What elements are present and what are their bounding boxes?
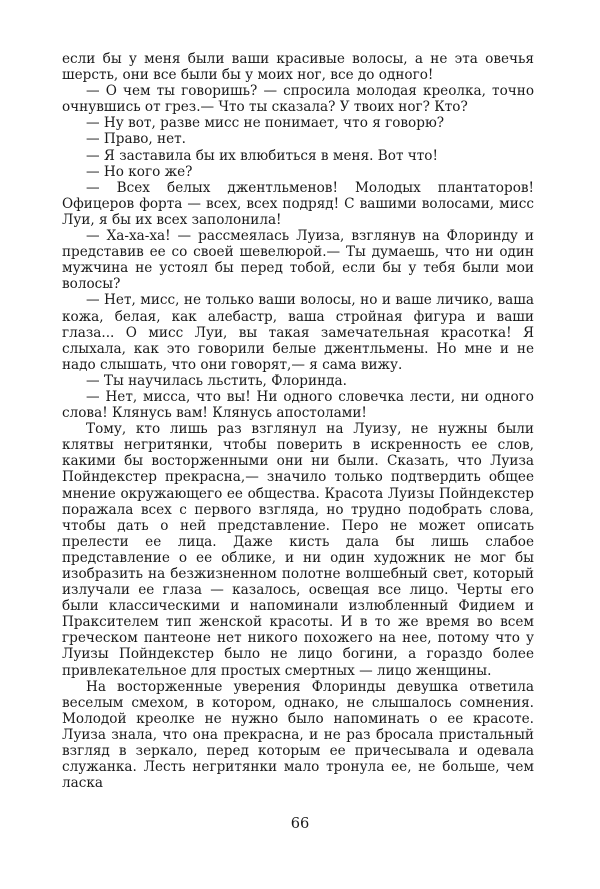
paragraph-dialogue: — Право, нет. [86, 131, 187, 148]
paragraph-dialogue: — Ха-ха-ха! — рассмеялась Луиза, взглянув на Флоринду и представив ее со своей шевелюрой.— Ты думаешь, что ни один мужчина не устоял бы перед тобой, если бы у тебя были мои волосы? [62, 228, 534, 293]
paragraph-dialogue: — Всех белых джентльменов! Молодых плантаторов! Офицеров форта — всех, всех подряд! С вашими волосами, мисс Луи, я бы их всех заполонила! [62, 179, 534, 228]
paragraph-dialogue: — Нет, мисс, не только ваши волосы, но и ваше личико, ваша кожа, белая, как алебастр, ваша стройная фигура и ваши глаза... О мисс Луи, вы такая замечательная красотка! Я слыхала, как это говорили белые джентльмены. Но мне и не надо слышать, что они говорят,— я сама вижу. [62, 292, 534, 373]
paragraph-narrative: Тому, кто лишь раз взглянул на Луизу, не нужны были клятвы негритянки, чтобы поверить в искренность ее слов, какими бы восторженными они ни были. Сказать, что Луиза Пойндекстер прекрасна,— значило только подтвердить общее мнение окружающего ее общества. Красота Луизы Пойндекстер поражала всех с первого взгляда, но трудно подобрать слова, чтобы дать о ней представление. Перо не может описать прелести ее лица. Даже кисть дала бы лишь слабое представление о ее облике, и ни один художник не мог бы изобразить на безжизненном полотне волшебный свет, который излучали ее глаза — казалось, освещая все лицо. Черты его были классическими и напоминали излюбленный Фидием и Праксителем тип женской красоты. И в то же время во всем греческом пантеоне нет никого похожего на нее, потому что у Луизы Пойндекстер было не лицо богини, а гораздо более привлекательное для простых смертных — лицо женщины. [62, 421, 534, 679]
paragraph-dialogue: — Я заставила бы их влюбиться в меня. Вот что! [86, 147, 438, 164]
page-number: 66 [290, 815, 310, 832]
paragraph-dialogue: — Нет, мисса, что вы! Ни одного словечка лести, ни одного слова! Клянусь вам! Клянусь апостолами! [62, 388, 534, 422]
paragraph-dialogue: — Но кого же? [86, 163, 193, 180]
paragraph-narrative: На восторженные уверения Флоринды девушка ответила веселым смехом, в котором, однако, не слышалось сомнения. Молодой креолке не нужно было напоминать о ее красоте. Луиза знала, что она прекрасна, и не раз бросала пристальный взгляд в зеркало, перед которым ее причесывала и одевала служанка. Лесть негритянки мало тронула ее, не больше, чем ласка [62, 678, 534, 792]
main-text [62, 51, 534, 791]
paragraph-dialogue: — Ты научилась льстить, Флоринда. [86, 372, 347, 389]
paragraph-dialogue: — Ну вот, разве мисс не понимает, что я говорю? [86, 115, 445, 132]
paragraph-dialogue: — О чем ты говоришь? — спросила молодая креолка, точно очнувшись от грез.— Что ты сказала? У твоих ног? Кто? [62, 83, 534, 116]
paragraph-continuation: если бы у меня были ваши красивые волосы, а не эта овечья шерсть, они все были бы у моих ног, все до одного! [62, 51, 534, 84]
